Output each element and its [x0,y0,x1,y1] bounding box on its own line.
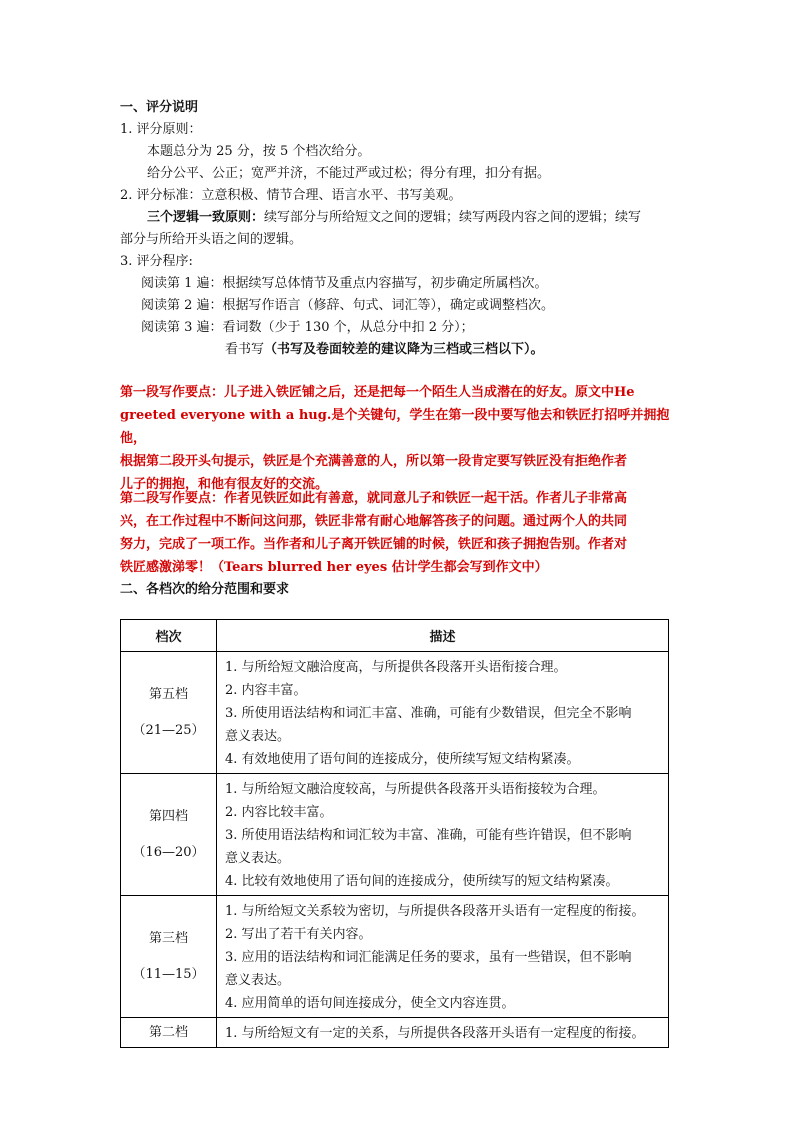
level-name: 第二档 [148,1024,188,1040]
rule-logic-cont: 部分与所给开头语之间的逻辑。 [120,232,303,247]
para2-line: 铁匠感激涕零！（Tears blurred her eyes 估计学生都会写到作文中） [120,560,548,575]
paragraph2-key-points [120,487,680,579]
description-item: 3. 所使用语法结构和词汇较为丰富、准确，可能有些许错误，但不影响 [225,828,632,843]
section2-title: 二、各档次的给分范围和要求 [120,582,290,597]
level-cell [121,896,217,1018]
description-item: 3. 所使用语法结构和词汇丰富、准确，可能有少数错误，但完全不影响 [225,706,632,721]
header-level: 档次 [121,620,217,652]
procedure-read-1: 阅读第 1 遍：根据续写总体情节及重点内容描写，初步确定所属档次。 [141,276,548,291]
rule-logic [147,208,641,228]
handwriting-label: 看书写 [225,342,265,357]
level-name: 第五档 [148,686,188,702]
grading-table [120,619,669,1048]
level-cell [121,652,217,774]
description-item: 1. 与所给短文有一定的关系，与所提供各段落开头语有一定程度的衔接。 [225,1026,645,1041]
para1-line: 第一段写作要点：儿子进入铁匠铺之后，还是把每一个陌生人当成潜在的好友。原文中He [120,385,635,400]
paragraph1-key-points [120,381,680,496]
level-range: （16—20） [132,844,205,860]
description-item: 4. 比较有效地使用了语句间的连接成分，使所续写的短文结构紧凑。 [225,874,619,889]
level-cell [121,774,217,896]
description-item: 1. 与所给短文关系较为密切，与所提供各段落开头语有一定程度的衔接。 [225,904,645,919]
table-header-row [121,620,669,652]
description-cell [217,774,669,896]
description-item: 意义表达。 [225,729,291,744]
para2-line: 努力，完成了一项工作。当作者和儿子离开铁匠铺的时候，铁匠和孩子拥抱告别。作者对 [120,537,628,552]
para1-line: greeted everyone with a hug.是个关键句，学生在第一段中要写他去和铁匠打招呼并拥抱他， [120,408,670,446]
level-name: 第三档 [148,930,188,946]
description-cell [217,896,669,1018]
rule-logic-text: 续写部分与所给短文之间的逻辑；续写两段内容之间的逻辑；续写 [264,210,642,225]
description-item: 2. 写出了若干有关内容。 [225,927,372,942]
description-item: 4. 有效地使用了语句间的连接成分，使所续写短文结构紧凑。 [225,752,580,767]
procedure-read-3: 阅读第 3 遍：看词数（少于 130 个，从总分中扣 2 分）； [141,320,474,335]
section1-title: 一、评分说明 [120,100,199,115]
description-item: 2. 内容比较丰富。 [225,805,333,820]
table-row [121,1018,669,1048]
description-item: 意义表达。 [225,973,291,988]
description-item: 1. 与所给短文融洽度高，与所提供各段落开头语衔接合理。 [225,660,567,675]
rule-logic-heading: 三个逻辑一致原则： [147,210,265,225]
para2-line: 兴，在工作过程中不断问这问那，铁匠非常有耐心地解答孩子的问题。通过两个人的共同 [120,514,628,529]
level-cell [121,1018,217,1048]
description-item: 3. 应用的语法结构和词汇能满足任务的要求，虽有一些错误，但不影响 [225,950,632,965]
description-item: 意义表达。 [225,851,291,866]
procedure-read-2: 阅读第 2 遍：根据写作语言（修辞、句式、词汇等），确定或调整档次。 [141,298,555,313]
para2-line: 第二段写作要点：作者见铁匠如此有善意，就同意儿子和铁匠一起干活。作者儿子非常高 [120,491,628,506]
table-row [121,896,669,1018]
level-range: （21—25） [132,722,205,738]
level-range: （11—15） [132,966,205,982]
description-item: 2. 内容丰富。 [225,683,307,698]
rule-principle: 1. 评分原则： [120,122,202,137]
para1-line: 根据第二段开头句提示，铁匠是个充满善意的人，所以第一段肯定要写铁匠没有拒绝作者 [120,454,628,469]
description-cell [217,1018,669,1048]
para1-line: 儿子的拥抱，和他有很友好的交流。 [120,477,329,492]
level-name: 第四档 [148,808,188,824]
rule-principle-total: 本题总分为 25 分，按 5 个档次给分。 [147,144,371,159]
handwriting-note: （书写及卷面较差的建议降为三档或三档以下）。 [264,342,544,357]
rule-principle-fair: 给分公平、公正；宽严并济，不能过严或过松；得分有理，扣分有据。 [147,166,551,181]
procedure-handwriting [225,340,544,360]
header-description: 描述 [217,620,669,652]
description-item: 4. 应用简单的语句间连接成分，使全文内容连贯。 [225,996,515,1011]
rule-procedure: 3. 评分程序: [120,254,193,269]
description-cell [217,652,669,774]
rule-standard: 2. 评分标准：立意积极、情节合理、语言水平、书写美观。 [120,188,462,203]
table-row [121,774,669,896]
table-row [121,652,669,774]
description-item: 1. 与所给短文融洽度较高，与所提供各段落开头语衔接较为合理。 [225,782,606,797]
